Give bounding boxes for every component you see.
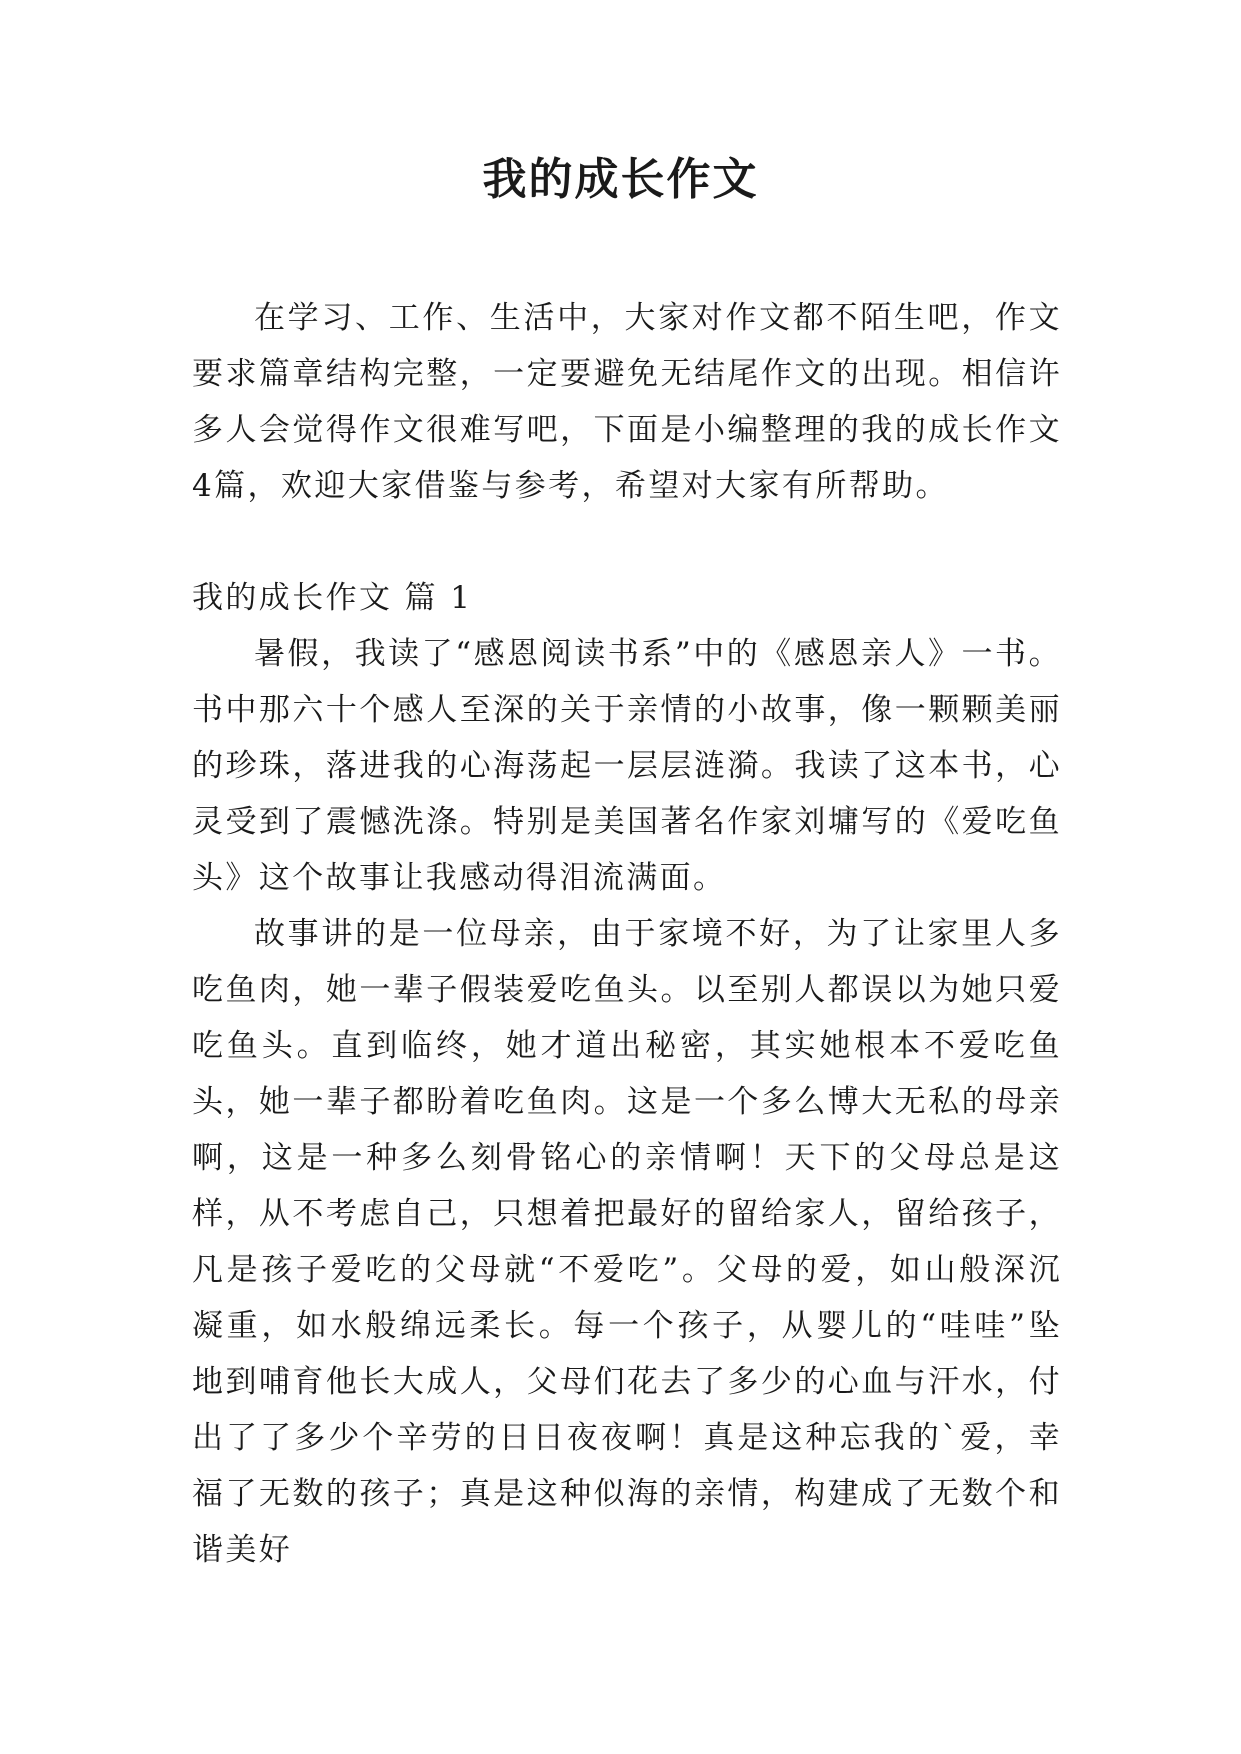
section-heading: 我的成长作文 篇 1 (192, 580, 473, 616)
document-body (192, 290, 1062, 1578)
intro-paragraph: 在学习、工作、生活中，大家对作文都不陌生吧，作文要求篇章结构完整，一定要避免无结尾作文的出现。相信许多人会觉得作文很难写吧，下面是小编整理的我的成长作文4篇，欢迎大家借鉴与参考，希望对大家有所帮助。 (192, 300, 1062, 504)
body-paragraph: 故事讲的是一位母亲，由于家境不好，为了让家里人多吃鱼肉，她一辈子假装爱吃鱼头。以至别人都误以为她只爱吃鱼头。直到临终，她才道出秘密，其实她根本不爱吃鱼头，她一辈子都盼着吃鱼肉。这是一个多么博大无私的母亲啊，这是一种多么刻骨铭心的亲情啊！天下的父母总是这样，从不考虑自己，只想着把最好的留给家人，留给孩子，凡是孩子爱吃的父母就“不爱吃”。父母的爱，如山般深沉凝重，如水般绵远柔长。每一个孩子，从婴儿的“哇哇”坠地到哺育他长大成人，父母们花去了多少的心血与汗水，付出了了多少个辛劳的日日夜夜啊！真是这种忘我的`爱，幸福了无数的孩子；真是这种似海的亲情，构建成了无数个和谐美好 (192, 916, 1062, 1568)
document-title: 我的成长作文 (482, 154, 759, 205)
body-paragraph: 暑假，我读了“感恩阅读书系”中的《感恩亲人》一书。书中那六十个感人至深的关于亲情的小故事，像一颗颗美丽的珍珠，落进我的心海荡起一层层涟漪。我读了这本书，心灵受到了震憾洗涤。特别是美国著名作家刘墉写的《爱吃鱼头》这个故事让我感动得泪流满面。 (192, 636, 1062, 896)
